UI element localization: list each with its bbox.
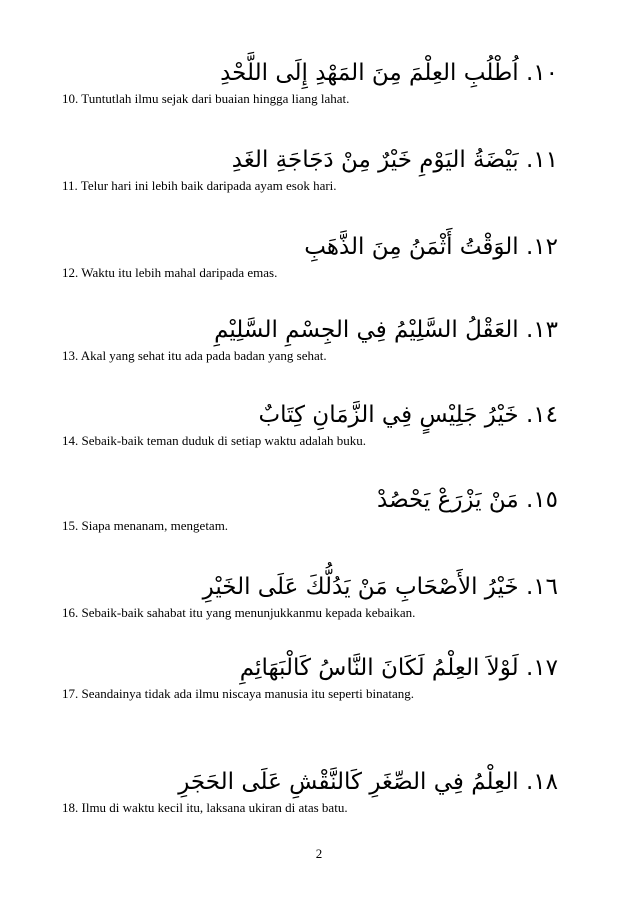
proverb-13 — [62, 313, 582, 364]
arabic-text: ١٠. اُطْلُبِ العِلْمَ مِنَ المَهْدِ إِلَى اللَّحْدِ — [220, 60, 558, 86]
translation-text: 16. Sebaik-baik sahabat itu yang menunjukkanmu kepada kebaikan. — [62, 605, 416, 620]
arabic-text: ١٦. خَيْرُ الأَصْحَابِ مَنْ يَدُلُّكَ عَلَى الخَيْرِ — [202, 574, 558, 600]
proverb-16 — [62, 570, 582, 621]
translation-text: 18. Ilmu di waktu kecil itu, laksana ukiran di atas batu. — [62, 800, 348, 815]
translation-text: 14. Sebaik-baik teman duduk di setiap waktu adalah buku. — [62, 433, 366, 448]
translation-text: 11. Telur hari ini lebih baik daripada ayam esok hari. — [62, 178, 337, 193]
proverb-10 — [62, 56, 582, 107]
translation-text: 10. Tuntutlah ilmu sejak dari buaian hingga liang lahat. — [62, 91, 350, 106]
arabic-text: ١٧. لَوْلاَ العِلْمُ لَكَانَ النَّاسُ كَالْبَهَائِمِ — [239, 655, 558, 681]
proverb-14 — [62, 398, 582, 449]
page-number: 2 — [315, 846, 323, 861]
arabic-text: ١٤. خَيْرُ جَلِيْسٍ فِي الزَّمَانِ كِتَابٌ — [258, 402, 558, 428]
translation-text: 17. Seandainya tidak ada ilmu niscaya manusia itu seperti binatang. — [62, 686, 414, 701]
proverb-18 — [62, 765, 582, 816]
arabic-text: ١٢. الوَقْتُ أَثْمَنُ مِنَ الذَّهَبِ — [304, 234, 558, 260]
arabic-text: ١٨. العِلْمُ فِي الصِّغَرِ كَالنَّقْشِ عَلَى الحَجَرِ — [178, 769, 558, 795]
arabic-text: ١٣. العَقْلُ السَّلِيْمُ فِي الجِسْمِ السَّلِيْمِ — [214, 317, 558, 343]
arabic-text: ١٥. مَنْ يَزْرَعْ يَحْصُدْ — [377, 487, 558, 513]
arabic-text: ١١. بَيْضَةُ اليَوْمِ خَيْرٌ مِنْ دَجَاجَةِ الغَدِ — [231, 147, 558, 173]
proverb-17 — [62, 651, 582, 702]
proverb-15 — [62, 483, 582, 534]
translation-text: 15. Siapa menanam, mengetam. — [62, 518, 229, 533]
proverb-12 — [62, 230, 582, 281]
translation-text: 13. Akal yang sehat itu ada pada badan yang sehat. — [62, 348, 327, 363]
proverb-11 — [62, 143, 582, 194]
translation-text: 12. Waktu itu lebih mahal daripada emas. — [62, 265, 278, 280]
